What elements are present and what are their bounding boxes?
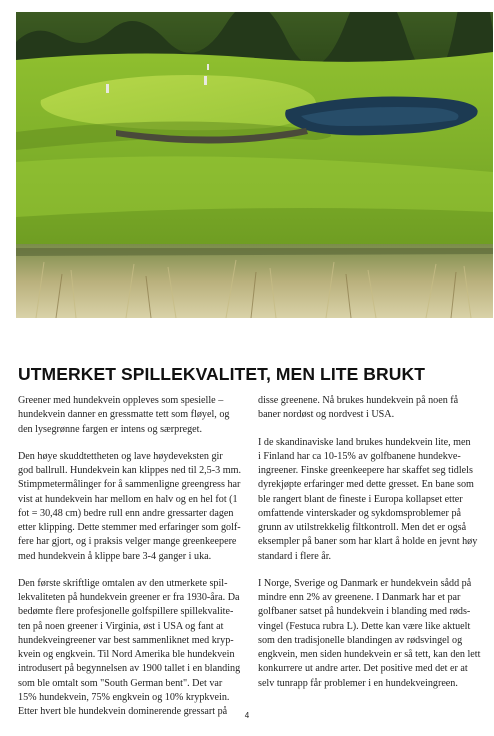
text-line: engkvein, men siden hundekvein er så tett, kan den lett [258, 649, 481, 660]
paragraph [258, 394, 488, 423]
text-line: fere har gjort, og i praksis velger mange greenkeepere [18, 536, 237, 548]
article-heading: UTMERKET SPILLEKVALITET, MEN LITE BRUKT [18, 364, 426, 384]
text-line: kvein og engkvein. Til Nord Amerika ble hundekvein [18, 649, 235, 660]
text-line: hundekveingreener var best sammenliknet med kryp- [18, 634, 234, 646]
text-line: selv tunrapp får problemer i en hundekveingreen. [258, 677, 458, 689]
text-line: hundekvein danner en gressmatte tett som fløyel, og [18, 409, 230, 421]
text-line: 15% hundekvein, 75% engkvein og 10% krypkvein. [18, 691, 230, 703]
golf-green-illustration [16, 12, 493, 318]
text-line: Etter hvert ble hundekvein dominerende gressart på [18, 706, 228, 717]
paragraph [258, 577, 488, 691]
text-line: ten på noen greener i Virginia, øst i USA og fant at [18, 620, 224, 632]
text-line: som den tradisjonelle blandingen av rødsvingel og [258, 634, 463, 646]
text-line: grunn av utilstrekkelig filtkontroll. Men det er også [258, 522, 467, 533]
text-line: ingreener. Finske greenkeepere har skaffet seg tidlels [258, 465, 473, 476]
text-line: I de skandinaviske land brukes hundekvein lite, men [258, 436, 471, 448]
text-line: eksempler på baner som har klart å holde en jevnt høy [258, 536, 478, 548]
text-line: med hundekvein å klippe bare 3-4 ganger i uka. [18, 550, 212, 562]
text-line: som ble omtalt som "South German bent". Det var [18, 677, 223, 689]
text-line: introdusert på begynnelsen av 1900 tallet i en blanding [18, 663, 241, 675]
paragraph [18, 577, 248, 720]
text-line: omfattende vinterskader og sykdomsproblemer på [258, 507, 462, 519]
text-line: Den første skriftlige omtalen av den utmerkete spil- [18, 577, 228, 589]
text-line: lekvaliteten på hundekvein greener er fra 1930-åra. Da [18, 592, 240, 603]
text-line: golfbaner satset på hundekvein i blanding med røds- [258, 606, 471, 618]
text-line: dyrekjøpte erfaringer med dette gresset. En bane som [258, 479, 474, 491]
left-column [18, 394, 248, 732]
text-line: baner nordøst og nordvest i USA. [258, 409, 395, 421]
page-number: 4 [244, 711, 250, 720]
text-line: i Finland har ca 10-15% av golfbanene hundekve- [258, 450, 461, 462]
text-line: fot = 30,48 cm) bedre rull enn andre gressarter dagen [18, 507, 234, 519]
text-line: vingel (Festuca rubra L). Dette kan være like aktuelt [258, 620, 471, 632]
golf-course-photo [16, 12, 493, 318]
paragraph [18, 394, 248, 437]
text-line: den lysegrønne fargen er intens og særpreget. [18, 423, 202, 435]
paragraph [18, 450, 248, 564]
text-line: standard i flere år. [258, 550, 332, 562]
text-line: vist at hundekvein har mellom en halv og en hel fot (1 [18, 493, 238, 505]
text-line: disse greenene. Nå brukes hundekvein på noen få [258, 395, 459, 406]
text-line: bedømte flere profesjonelle golfspillere spillekvalite- [18, 606, 234, 618]
text-line: konkurrere ut andre arter. Det positive med det er at [258, 663, 468, 675]
text-line: god ballrull. Hundekvein kan klippes ned til 2,5-3 mm. [18, 465, 241, 476]
text-line: etter klipping. Dette stemmer med erfaringer som golf- [18, 522, 241, 533]
text-line: ble rangert blant de fineste i Europa kollapset etter [258, 493, 463, 505]
paragraph [258, 436, 488, 564]
text-line: Den høye skuddtettheten og lave høydeveksten gir [18, 450, 223, 462]
text-line: mindre enn 2% av greenene. I Danmark har et par [258, 592, 461, 603]
right-column [258, 394, 488, 704]
text-line: I Norge, Sverige og Danmark er hundekvein sådd på [258, 577, 472, 589]
text-line: Greener med hundekvein oppleves som spesielle – [18, 395, 224, 406]
text-line: Stimpmetermålinger for å sammenligne greengress har [18, 479, 241, 491]
